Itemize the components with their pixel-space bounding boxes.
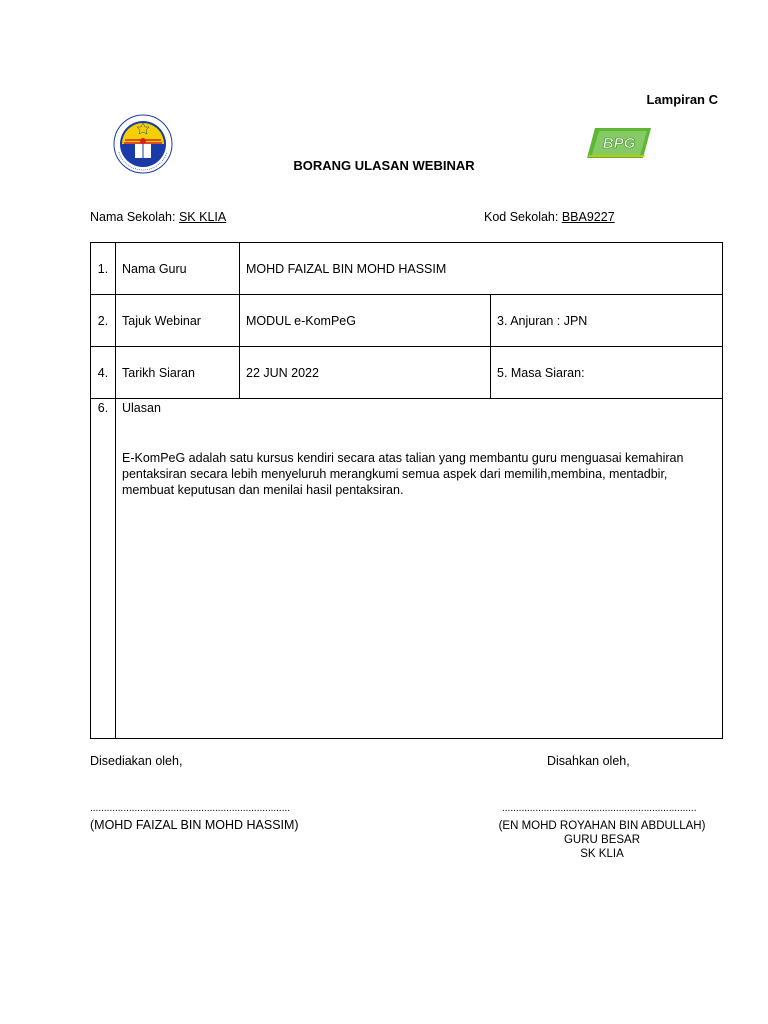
row-label: Tarikh Siaran bbox=[116, 347, 240, 399]
table-row bbox=[91, 243, 723, 295]
row-label: Nama Guru bbox=[116, 243, 240, 295]
signature-line-right: ...................................................................... bbox=[502, 803, 697, 814]
school-code-value: BBA9227 bbox=[561, 210, 615, 224]
row-number: 1. bbox=[91, 243, 116, 295]
lampiran-label: Lampiran C bbox=[646, 92, 718, 107]
page-title: BORANG ULASAN WEBINAR bbox=[293, 158, 475, 173]
approver-block bbox=[482, 819, 722, 861]
broadcast-date-value: 22 JUN 2022 bbox=[240, 347, 491, 399]
approver-title: GURU BESAR bbox=[563, 834, 641, 846]
broadcast-time-value: 5. Masa Siaran: bbox=[491, 347, 723, 399]
signature-line-left: ........................................................................ bbox=[90, 803, 291, 814]
table-row bbox=[91, 399, 723, 739]
prepared-by-name: (MOHD FAIZAL BIN MOHD HASSIM) bbox=[90, 818, 299, 832]
row-number: 2. bbox=[91, 295, 116, 347]
row-number: 4. bbox=[91, 347, 116, 399]
review-label: Ulasan bbox=[122, 401, 161, 415]
approved-by-label: Disahkan oleh, bbox=[547, 754, 630, 768]
approver-name: (EN MOHD ROYAHAN BIN ABDULLAH) bbox=[498, 820, 706, 832]
bpg-logo-text: BPG bbox=[602, 135, 636, 152]
bpg-logo-icon bbox=[585, 126, 653, 160]
row-label: Tajuk Webinar bbox=[116, 295, 240, 347]
webinar-title-value: MODUL e-KomPeG bbox=[240, 295, 491, 347]
review-text: E-KomPeG adalah satu kursus kendiri secara atas talian yang membantu guru menguasai kemahiran pentaksiran secara lebih menyeluruh merangkumi semua aspek dari memilih,membina, mentadbir, membuat keputusan dan menilai hasil pentaksiran. bbox=[122, 451, 684, 497]
school-code-label: Kod Sekolah: bbox=[484, 210, 559, 224]
table-row bbox=[91, 295, 723, 347]
organizer-value: 3. Anjuran : JPN bbox=[491, 295, 723, 347]
review-cell bbox=[116, 399, 723, 739]
table-row bbox=[91, 347, 723, 399]
prepared-by-label: Disediakan oleh, bbox=[90, 754, 183, 768]
review-form-table bbox=[90, 242, 723, 739]
school-name-line bbox=[90, 210, 226, 224]
approver-school: SK KLIA bbox=[580, 848, 624, 860]
school-name-value: SK KLIA bbox=[178, 210, 227, 224]
teacher-name-value: MOHD FAIZAL BIN MOHD HASSIM bbox=[240, 243, 723, 295]
row-number: 6. bbox=[91, 399, 116, 739]
school-name-label: Nama Sekolah: bbox=[90, 210, 176, 224]
school-code-line bbox=[484, 210, 615, 224]
